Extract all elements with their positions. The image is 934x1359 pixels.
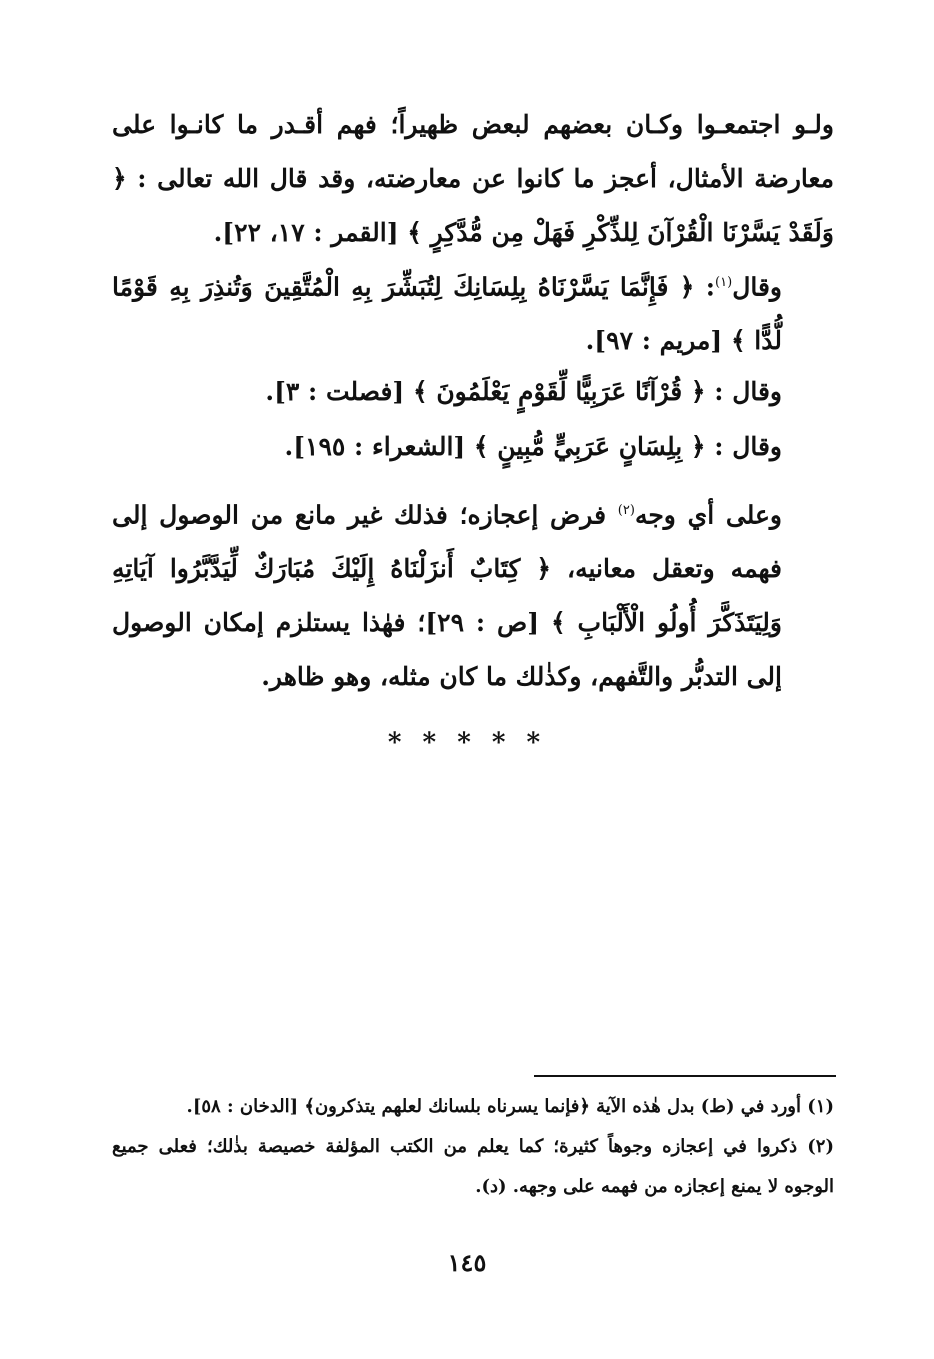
paragraph-2 bbox=[112, 256, 834, 368]
footnote-ref-2[interactable]: (٢) bbox=[617, 503, 635, 518]
paragraph-2-intro: وقال bbox=[732, 272, 782, 302]
paragraph-1 bbox=[112, 98, 834, 260]
paragraph-4-text: وقال : ﴿ بِلِسَانٍ عَرَبِيٍّ مُّبِينٍ ﴾ [الشعراء : ١٩٥]. bbox=[284, 432, 782, 461]
footnote-1: (١) أورد في (ط) بدل هٰذه الآية ﴿فإنما يسرناه بلسانك لعلهم يتذكرون﴾ [الدخان : ٥٨]. bbox=[186, 1096, 834, 1117]
paragraph-5-line bbox=[112, 484, 834, 704]
paragraph-5-text: فرض إعجازه؛ فذلك غير مانع من الوصول إلى فهمه وتعقل معانيه، ﴿ كِتَابٌ أَنزَلْنَاهُ إِلَيْكَ مُبَارَكٌ لِّيَدَّبَّرُوا آيَاتِهِ وَلِيَتَذَكَّرَ أُولُو الْأَلْبَابِ ﴾ [ص : ٢٩]؛ فهٰذا يستلزم إمكان الوصول إلى التدبُّر والتَّفهم، وكذٰلك ما كان مثله، وهو ظاهر. bbox=[112, 500, 783, 692]
paragraph-5 bbox=[112, 484, 834, 704]
paragraph-3-text: وقال : ﴿ قُرْآنًا عَرَبِيًّا لِّقَوْمٍ يَعْلَمُونَ ﴾ [فصلت : ٣]. bbox=[265, 377, 782, 406]
footnote-divider bbox=[534, 1075, 836, 1077]
paragraph-4 bbox=[112, 420, 834, 474]
paragraph-2-text: : ﴿ فَإِنَّمَا يَسَّرْنَاهُ بِلِسَانِكَ لِتُبَشِّرَ بِهِ الْمُتَّقِينَ وَتُنذِرَ بِهِ قَوْمًا لُّدًّا ﴾ [مريم : ٩٧]. bbox=[112, 272, 782, 356]
paragraph-1-text: ولـو اجتمعـوا وكـان بعضهم لبعض ظهيراً؛ فهم أقـدر ما كانـوا على معارضة الأمثال، أعجز ما كانوا عن معارضته، وقد قال الله تعالى : ﴿ وَلَقَدْ يَسَّرْنَا الْقُرْآنَ لِلذِّكْرِ فَهَلْ مِن مُّدَّكِرٍ ﴾ [القمر : ١٧، ٢٢]. bbox=[112, 110, 834, 247]
footnote-2: (٢) ذكروا في إعجازه وجوهاً كثيرة؛ كما يعلم من الكتب المؤلفة خصيصة بذٰلك؛ فعلى جميع الوجوه لا يمنع إعجازه من فهمه على وجهه. (د). bbox=[112, 1136, 834, 1197]
paragraph-2-line bbox=[112, 256, 834, 368]
footnote-ref-1[interactable]: (١) bbox=[715, 275, 733, 290]
section-separator: * * * * * bbox=[387, 728, 547, 758]
page-number: ١٤٥ bbox=[447, 1248, 487, 1277]
paragraph-3 bbox=[112, 365, 834, 419]
footnotes bbox=[112, 1087, 834, 1207]
paragraph-5-intro: وعلى أي وجه bbox=[634, 500, 782, 530]
